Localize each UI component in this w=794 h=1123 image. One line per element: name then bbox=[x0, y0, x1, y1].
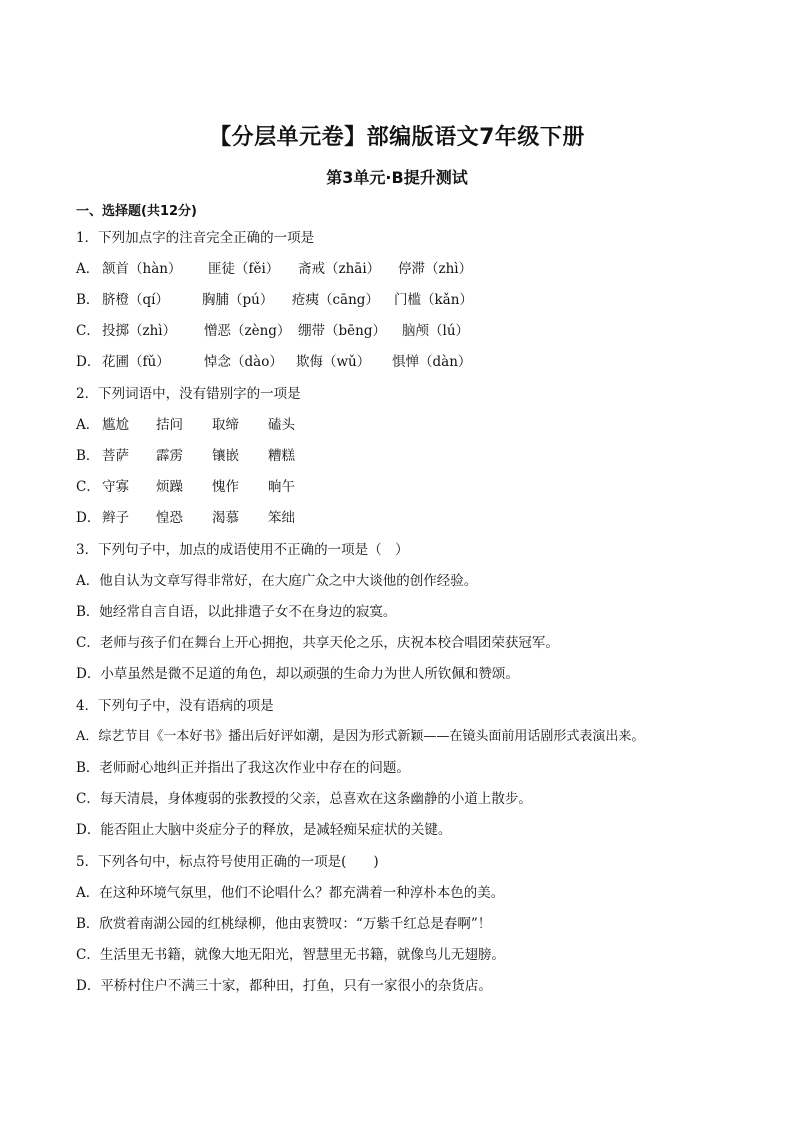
question-4-option-b bbox=[76, 756, 410, 776]
question-5-option-b bbox=[76, 912, 491, 932]
question-2-stem: 2．下列词语中，没有错别字的一项是 bbox=[76, 386, 301, 402]
option-item: 镶嵌 bbox=[212, 448, 239, 464]
option-label: B． bbox=[76, 916, 100, 932]
question-4-option-c bbox=[76, 787, 532, 807]
option-text: 老师与孩子们在舞台上开心拥抱，共享天伦之乐，庆祝本校合唱团荣获冠军。 bbox=[99, 635, 559, 651]
question-2-option-d bbox=[76, 506, 295, 526]
option-item: 晌午 bbox=[268, 479, 295, 495]
question-5-option-a bbox=[76, 881, 504, 901]
question-5-stem: 5．下列各句中，标点符号使用正确的一项是( ) bbox=[76, 854, 379, 870]
option-item: 颔首（hàn） bbox=[102, 261, 182, 277]
option-item: 辫子 bbox=[102, 510, 129, 526]
option-text: 小草虽然是微不足道的角色，却以顽强的生命力为世人所钦佩和赞颂。 bbox=[100, 666, 519, 682]
option-label: D． bbox=[76, 354, 101, 370]
question-4-option-a bbox=[76, 725, 644, 744]
option-item: 匪徒（fěi） bbox=[208, 261, 280, 277]
option-label: C． bbox=[76, 791, 100, 807]
option-label: C． bbox=[76, 323, 100, 339]
option-text: 综艺节目《一本好书》播出后好评如潮，是因为形式新颖——在镜头面前用话剧形式表演出来。 bbox=[98, 729, 645, 744]
option-item: 守寡 bbox=[102, 479, 129, 495]
option-item: 脐橙（qí） bbox=[102, 292, 169, 308]
option-item: 笨绌 bbox=[268, 510, 295, 526]
section-heading: 一、选择题(共12分) bbox=[76, 204, 197, 219]
option-label: A． bbox=[76, 885, 100, 901]
question-2-option-a bbox=[76, 413, 295, 433]
question-4-option-d bbox=[76, 818, 451, 838]
option-item: 拮问 bbox=[156, 417, 183, 433]
option-item: 磕头 bbox=[268, 417, 295, 433]
option-item: 胸脯（pú） bbox=[202, 292, 274, 308]
option-item: 尴尬 bbox=[102, 417, 129, 433]
option-item: 斋戒（zhāi） bbox=[298, 261, 381, 277]
option-text: 他自认为文章写得非常好，在大庭广众之中大谈他的创作经验。 bbox=[99, 573, 478, 589]
option-item: 停滞（zhì） bbox=[398, 261, 473, 277]
option-label: C． bbox=[76, 947, 100, 963]
option-item: 悼念（dào） bbox=[204, 354, 283, 370]
question-4-stem: 4．下列句子中，没有语病的项是 bbox=[76, 698, 274, 714]
option-item: 欺侮（wǔ） bbox=[296, 354, 371, 370]
option-item: 渴慕 bbox=[212, 510, 239, 526]
question-1-option-d bbox=[76, 350, 472, 370]
option-label: C． bbox=[76, 635, 100, 651]
option-label: B． bbox=[76, 292, 100, 308]
option-text: 能否阻止大脑中炎症分子的释放，是减轻痴呆症状的关键。 bbox=[100, 822, 452, 838]
option-item: 愧作 bbox=[212, 479, 239, 495]
option-label: C． bbox=[76, 479, 100, 495]
question-1-stem: 1．下列加点字的注音完全正确的一项是 bbox=[76, 230, 315, 246]
option-item: 惶恐 bbox=[156, 510, 183, 526]
question-1-option-a bbox=[76, 257, 473, 277]
option-item: 脑颅（lú） bbox=[402, 323, 470, 339]
option-text: 生活里无书籍，就像大地无阳光，智慧里无书籍，就像鸟儿无翅膀。 bbox=[99, 947, 505, 963]
question-3-stem: 3．下列句子中，加点的成语使用不正确的一项是（ ） bbox=[76, 542, 409, 558]
option-item: 惧惮（dàn） bbox=[392, 354, 472, 370]
option-item: 花圃（fǔ） bbox=[102, 354, 170, 370]
option-item: 疮痍（cāng） bbox=[292, 292, 379, 308]
page-subtitle: 第3单元·B提升测试 bbox=[326, 168, 468, 187]
question-2-option-c bbox=[76, 475, 295, 495]
question-1-option-c bbox=[76, 319, 470, 339]
option-item: 憎恶（zèng） bbox=[204, 323, 291, 339]
option-item: 门槛（kǎn） bbox=[394, 292, 473, 308]
option-item: 取缔 bbox=[212, 417, 239, 433]
option-item: 绷带（bēng） bbox=[298, 323, 386, 339]
option-label: A． bbox=[76, 417, 100, 433]
question-3-option-a bbox=[76, 569, 477, 589]
option-item: 糟糕 bbox=[268, 448, 295, 464]
question-5-option-d bbox=[76, 974, 492, 994]
option-label: A． bbox=[76, 261, 100, 277]
option-item: 投掷（zhì） bbox=[102, 323, 177, 339]
option-label: D． bbox=[76, 666, 101, 682]
option-label: D． bbox=[76, 822, 101, 838]
option-label: A． bbox=[76, 729, 99, 744]
question-1-option-b bbox=[76, 288, 473, 308]
question-3-option-c bbox=[76, 631, 559, 651]
option-label: A． bbox=[76, 573, 100, 589]
page-title: 【分层单元卷】部编版语文7年级下册 bbox=[209, 125, 585, 150]
question-5-option-c bbox=[76, 943, 505, 963]
option-item: 霹雳 bbox=[156, 448, 183, 464]
option-text: 每天清晨，身体瘦弱的张教授的父亲，总喜欢在这条幽静的小道上散步。 bbox=[99, 791, 532, 807]
option-item: 菩萨 bbox=[102, 448, 129, 464]
option-text: 老师耐心地纠正并指出了我这次作业中存在的问题。 bbox=[99, 760, 410, 776]
option-text: 在这种环境气氛里，他们不论唱什么？都充满着一种淳朴本色的美。 bbox=[99, 885, 505, 901]
option-label: B． bbox=[76, 604, 100, 620]
question-2-option-b bbox=[76, 444, 295, 464]
option-label: D． bbox=[76, 978, 101, 994]
question-3-option-d bbox=[76, 662, 519, 682]
question-3-option-b bbox=[76, 600, 396, 620]
option-item: 烦躁 bbox=[156, 479, 183, 495]
option-label: B． bbox=[76, 448, 100, 464]
option-label: B． bbox=[76, 760, 100, 776]
option-text: 平桥村住户不满三十家，都种田，打鱼，只有一家很小的杂货店。 bbox=[100, 978, 492, 994]
option-label: D． bbox=[76, 510, 101, 526]
option-text: 欣赏着南湖公园的红桃绿柳，他由衷赞叹：“万紫千红总是春啊”！ bbox=[99, 916, 492, 932]
option-text: 她经常自言自语，以此排遣子女不在身边的寂寞。 bbox=[99, 604, 397, 620]
